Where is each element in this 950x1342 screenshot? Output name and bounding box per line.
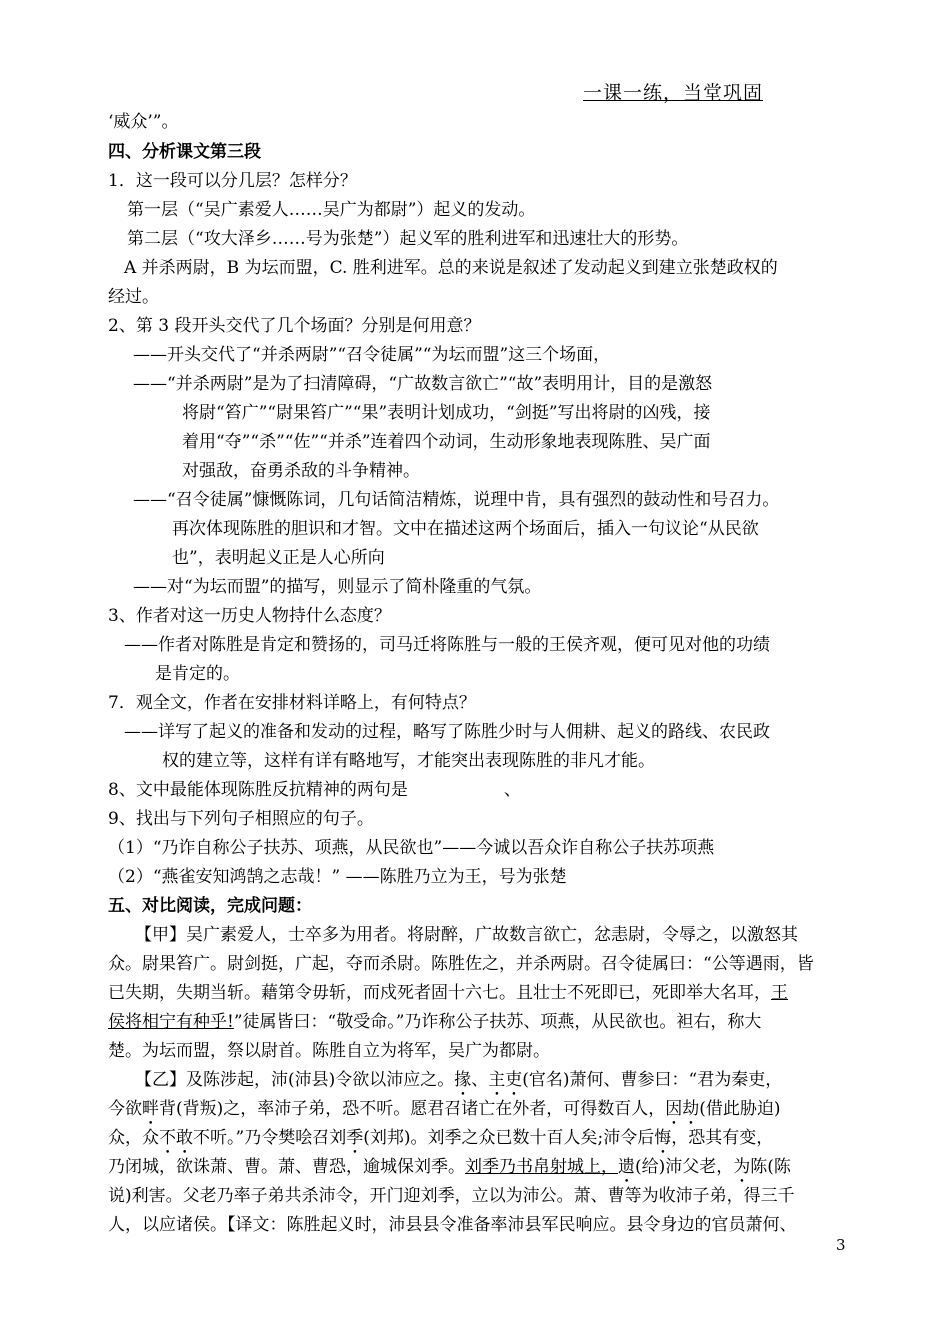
- section-title: 四、分析课文第三段: [108, 142, 261, 162]
- passage-line: [135, 1069, 782, 1100]
- passage-text: 不听。”乃令樊哙召刘: [193, 1128, 347, 1148]
- passage-line: 众。尉果笞广。尉剑挺，广起，夺而杀尉。陈胜佐之，并杀两尉。召令徒属曰：“公等遇雨，皆: [108, 954, 814, 974]
- passage-line: [108, 1156, 791, 1187]
- answer-line: （1）“乃诈自称公子扶苏、项燕，从民欲也”——今诚以吾众诈自称公子扶苏项燕: [108, 838, 715, 858]
- answer-line: 是肯定的。: [155, 664, 240, 684]
- answer-line: ——作者对陈胜是肯定和赞扬的，司马迁将陈胜与一般的王侯齐观，便可见对他的功绩: [124, 635, 770, 655]
- dotted-text: 畔: [142, 1099, 159, 1119]
- question-text: 8、文中最能体现陈胜反抗精神的两句是: [108, 780, 408, 800]
- answer-line: A 并杀两尉，B 为坛而盟，C. 胜利进军。总的来说是叙述了发动起义到建立张楚政权的: [124, 258, 778, 278]
- dotted-text: 为: [733, 1157, 751, 1177]
- underlined-text: 侯将相宁有种乎!: [108, 1012, 234, 1032]
- passage-line: [108, 982, 788, 1004]
- answer-line: 第二层（“攻大泽乡……号为张楚”）起义军的胜利进军和迅速壮大的形势。: [127, 229, 689, 249]
- dotted-text: 悔: [654, 1128, 672, 1148]
- page-number: 3: [836, 1236, 846, 1254]
- passage-text: 今欲: [108, 1099, 142, 1119]
- passage-text: (给)沛父老，: [635, 1157, 734, 1177]
- passage-text: ，恐其有变，: [671, 1128, 774, 1148]
- answer-line: ——对“为坛而盟”的描写，则显示了简朴隆重的气氛。: [133, 577, 542, 597]
- page-header: 一课一练，当堂巩固: [583, 82, 764, 104]
- passage-line: [108, 1011, 761, 1033]
- dotted-text: 不敢: [159, 1128, 193, 1148]
- text-line: ‘威众’”。: [108, 112, 179, 132]
- question: 7．观全文，作者在安排材料详略上，有何特点？: [108, 693, 476, 713]
- question: 1．这一段可以分几层？怎样分？: [108, 171, 357, 191]
- underlined-text: 王: [771, 983, 788, 1003]
- answer-line: 经过。: [108, 287, 159, 307]
- dotted-text: 因劫: [665, 1099, 700, 1119]
- passage-text: 乃闭城，欲诛萧、曹。萧、曹恐，逾城保刘季。: [108, 1157, 465, 1177]
- answer-line: （2）“燕雀安知鸿鹄之志哉！” ——陈胜乃立为王，号为张楚: [108, 867, 567, 887]
- passage-line: 楚。为坛而盟，祭以尉首。陈胜自立为将军，吴广为都尉。: [108, 1041, 550, 1061]
- passage-text: ”徒属皆曰：“敬受命。”乃诈称公子扶苏、项燕，从民欲也。袒右，称大: [233, 1012, 762, 1032]
- answer-line: 第一层（“吴广素爱人……吴广为都尉”）起义的发动。: [127, 200, 536, 220]
- separator: 、: [503, 780, 521, 800]
- underlined-text: 刘季乃书帛射城上，: [465, 1157, 618, 1177]
- question: 3、作者对这一历史人物持什么态度？: [108, 606, 391, 626]
- answer-line: 再次体现陈胜的胆识和才智。文中在描述这两个场面后，插入一句议论“从民欲: [172, 519, 759, 539]
- answer-line: 着用“夺”“杀”“佐”“并杀”连着四个动词，生动形象地表现陈胜、吴广面: [182, 432, 711, 452]
- passage-line: 说)利害。父老乃率子弟共杀沛令，开门迎刘季，立以为沛公。萧、曹等为收沛子弟，得三千: [108, 1186, 795, 1206]
- passage-line: 人，以应诸侯。【译文：陈胜起义时，沛县县令准备率沛县军民响应。县令身边的官员萧何、: [108, 1215, 797, 1235]
- question: 2、第 3 段开头交代了几个场面？分别是何用意？: [108, 316, 481, 336]
- answer-line: 权的建立等，这样有详有略地写，才能突出表现陈胜的非凡才能。: [162, 751, 655, 771]
- question: 9、找出与下列句子相照应的句子。: [108, 809, 374, 829]
- answer-line: ——“召令徒属”慷慨陈词，几句话简洁精炼，说理中肯，具有强烈的鼓动性和号召力。: [133, 490, 780, 510]
- passage-line: [108, 1098, 781, 1129]
- passage-text: 、: [471, 1070, 489, 1090]
- passage-text: (刘邦)。刘季之众已数十百人矣;沛令后: [363, 1128, 655, 1148]
- answer-line: 对强敌，奋勇杀敌的斗争精神。: [182, 461, 420, 481]
- answer-line: 将尉“笞广”“尉果笞广”“果”表明计划成功，“剑挺”写出将尉的凶残，接: [182, 403, 711, 423]
- passage-text: (官名)萧何、曹参曰：“君为秦吏，: [522, 1070, 783, 1090]
- passage-text: 【乙】及陈涉起，沛(沛县)令欲以沛应之。: [135, 1070, 455, 1090]
- answer-line: ——开头交代了“并杀两尉”“召令徒属”“为坛而盟”这三个场面，: [133, 345, 611, 365]
- answer-line: 也”，表明起义正是人心所向: [172, 548, 385, 568]
- question: [108, 779, 521, 801]
- answer-line: ——“并杀两尉”是为了扫清障碍，“广故数言欲亡”“故”表明用计，目的是激怒: [133, 374, 713, 394]
- passage-text: 众，众: [108, 1128, 159, 1148]
- dotted-text: 遗: [618, 1157, 635, 1177]
- dotted-text: 季: [346, 1128, 364, 1148]
- dotted-text: 主吏: [488, 1070, 523, 1090]
- passage-text: 陈(陈: [750, 1157, 791, 1177]
- dotted-text: 掾: [454, 1070, 472, 1090]
- passage-line: [108, 1127, 773, 1158]
- passage-text: 背(背叛)之，率沛子弟，恐不听。愿君召诸亡在外者，可得数百人，: [159, 1099, 666, 1119]
- passage-text: (借此胁迫): [699, 1099, 781, 1119]
- answer-line: ——详写了起义的准备和发动的过程，略写了陈胜少时与人佣耕、起义的路线、农民政: [124, 722, 770, 742]
- passage-text: 已失期，失期当斩。藉第令毋斩，而戍死者固十六七。且壮士不死即已，死即举大名耳，: [108, 983, 771, 1003]
- passage-line: 【甲】吴广素爱人，士卒多为用者。将尉醉，广故数言欲亡，忿恚尉，令辱之，以激怒其: [135, 925, 798, 945]
- section-title: 五、对比阅读，完成问题：: [108, 896, 312, 916]
